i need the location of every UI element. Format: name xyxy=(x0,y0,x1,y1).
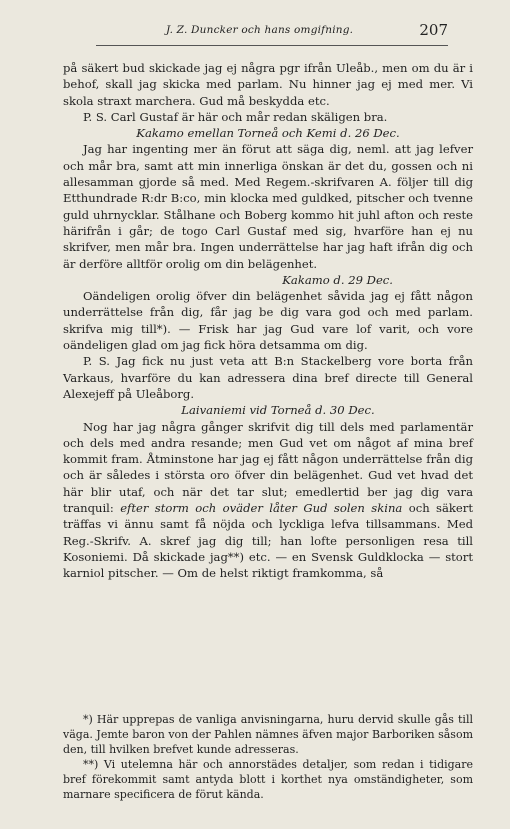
letter4-text-a: Nog har jag några gånger skrifvit dig till dels med parlamentär och dels med andra resande; men Gud vet om något af mina bref kommit fram. Åtminstone har jag ej fått någon underrättelse från dig och är således i största oro öfver din belägenhet. Gud vet hvad det här blir utaf, och när det tar slut; emedlertid ber jag dig vara tranquil: xyxy=(63,419,473,516)
letter3-paragraph: Oändeligen orolig öfver din belägenhet såvida jag ej fått någon underrättelse från dig, får jag be dig vara god och med parlam. skrifva mig till*). — Frisk har jag Gud vare lof varit, och vore oändeligen glad om jag fick höra detsamma om dig. xyxy=(63,289,473,353)
page-header xyxy=(96,18,448,42)
letter4-text-b: och säkert träffas vi ännu samt få nöjda och lyckliga lefva tillsammans. Med Reg.-Skrifv. A. skref jag dig till; han lofte personligen resa till Kosoniemi. Då skickade jag**) etc. — en Svensk Guldklocka — stort karniol pitscher. — Om de helst riktigt framkomma, så xyxy=(63,501,473,581)
letter4-paragraph xyxy=(63,419,473,582)
letter1-postscript: P. S. Carl Gustaf är här och mår redan skäligen bra. xyxy=(83,109,388,124)
letter3-heading: Kakamo d. 29 Dec. xyxy=(282,272,393,287)
letter2-heading: Kakamo emellan Torneå och Kemi d. 26 Dec. xyxy=(136,126,400,141)
footnote-2: **) Vi utelemna här och annorstädes detaljer, som redan i tidigare bref förekommit samt antyda blott i korthet nya omständigheter, som marnare specificera de förut kända. xyxy=(63,758,473,801)
letter3-postscript: P. S. Jag fick nu just veta att B:n Stackelberg vore borta från Varkaus, hvarföre du kan adressera dina bref directe till General Alexejeff på Uleåborg. xyxy=(63,354,473,401)
footnotes xyxy=(63,712,473,802)
header-rule xyxy=(96,45,448,46)
letter4-emphasis: efter storm och oväder låter Gud solen skina xyxy=(120,501,403,516)
footnote-1: *) Här upprepas de vanliga anvisningarna, huru dervid skulle gås till väga. Jemte baron von der Pahlen nämnes äfven major Barboriken såsom den, till hvilken brefvet kunde adresseras. xyxy=(63,713,473,756)
body-text xyxy=(63,60,473,582)
letter4-heading: Laivaniemi vid Torneå d. 30 Dec. xyxy=(181,403,375,418)
letter1-paragraph: på säkert bud skickade jag ej några pgr ifrån Uleåb., men om du är i behof, skall jag skicka med parlam. Nu hinner jag ej med mer. Vi skola straxt marchera. Gud må beskydda etc. xyxy=(63,61,473,108)
running-title: J. Z. Duncker och hans omgifning. xyxy=(166,24,354,36)
page-number: 207 xyxy=(419,21,448,39)
letter2-paragraph: Jag har ingenting mer än förut att säga dig, neml. att jag lefver och mår bra, samt att min innerliga önskan är det du, gossen och ni allesamman gjorde så med. Med Regem.-skrifvaren A. följer till dig Etthundrade R:dr B:co, min klocka med guldked, pitscher och tvenne guld uhrnycklar. Stålhane och Boberg kommo hit juhl afton och reste härifrån i går; de togo Carl Gustaf med sig, hvarföre han ej nu skrifver, men mår bra. Ingen underrättelse har jag haft ifrån dig och är derföre alltför orolig om din belägenhet. xyxy=(63,142,473,271)
